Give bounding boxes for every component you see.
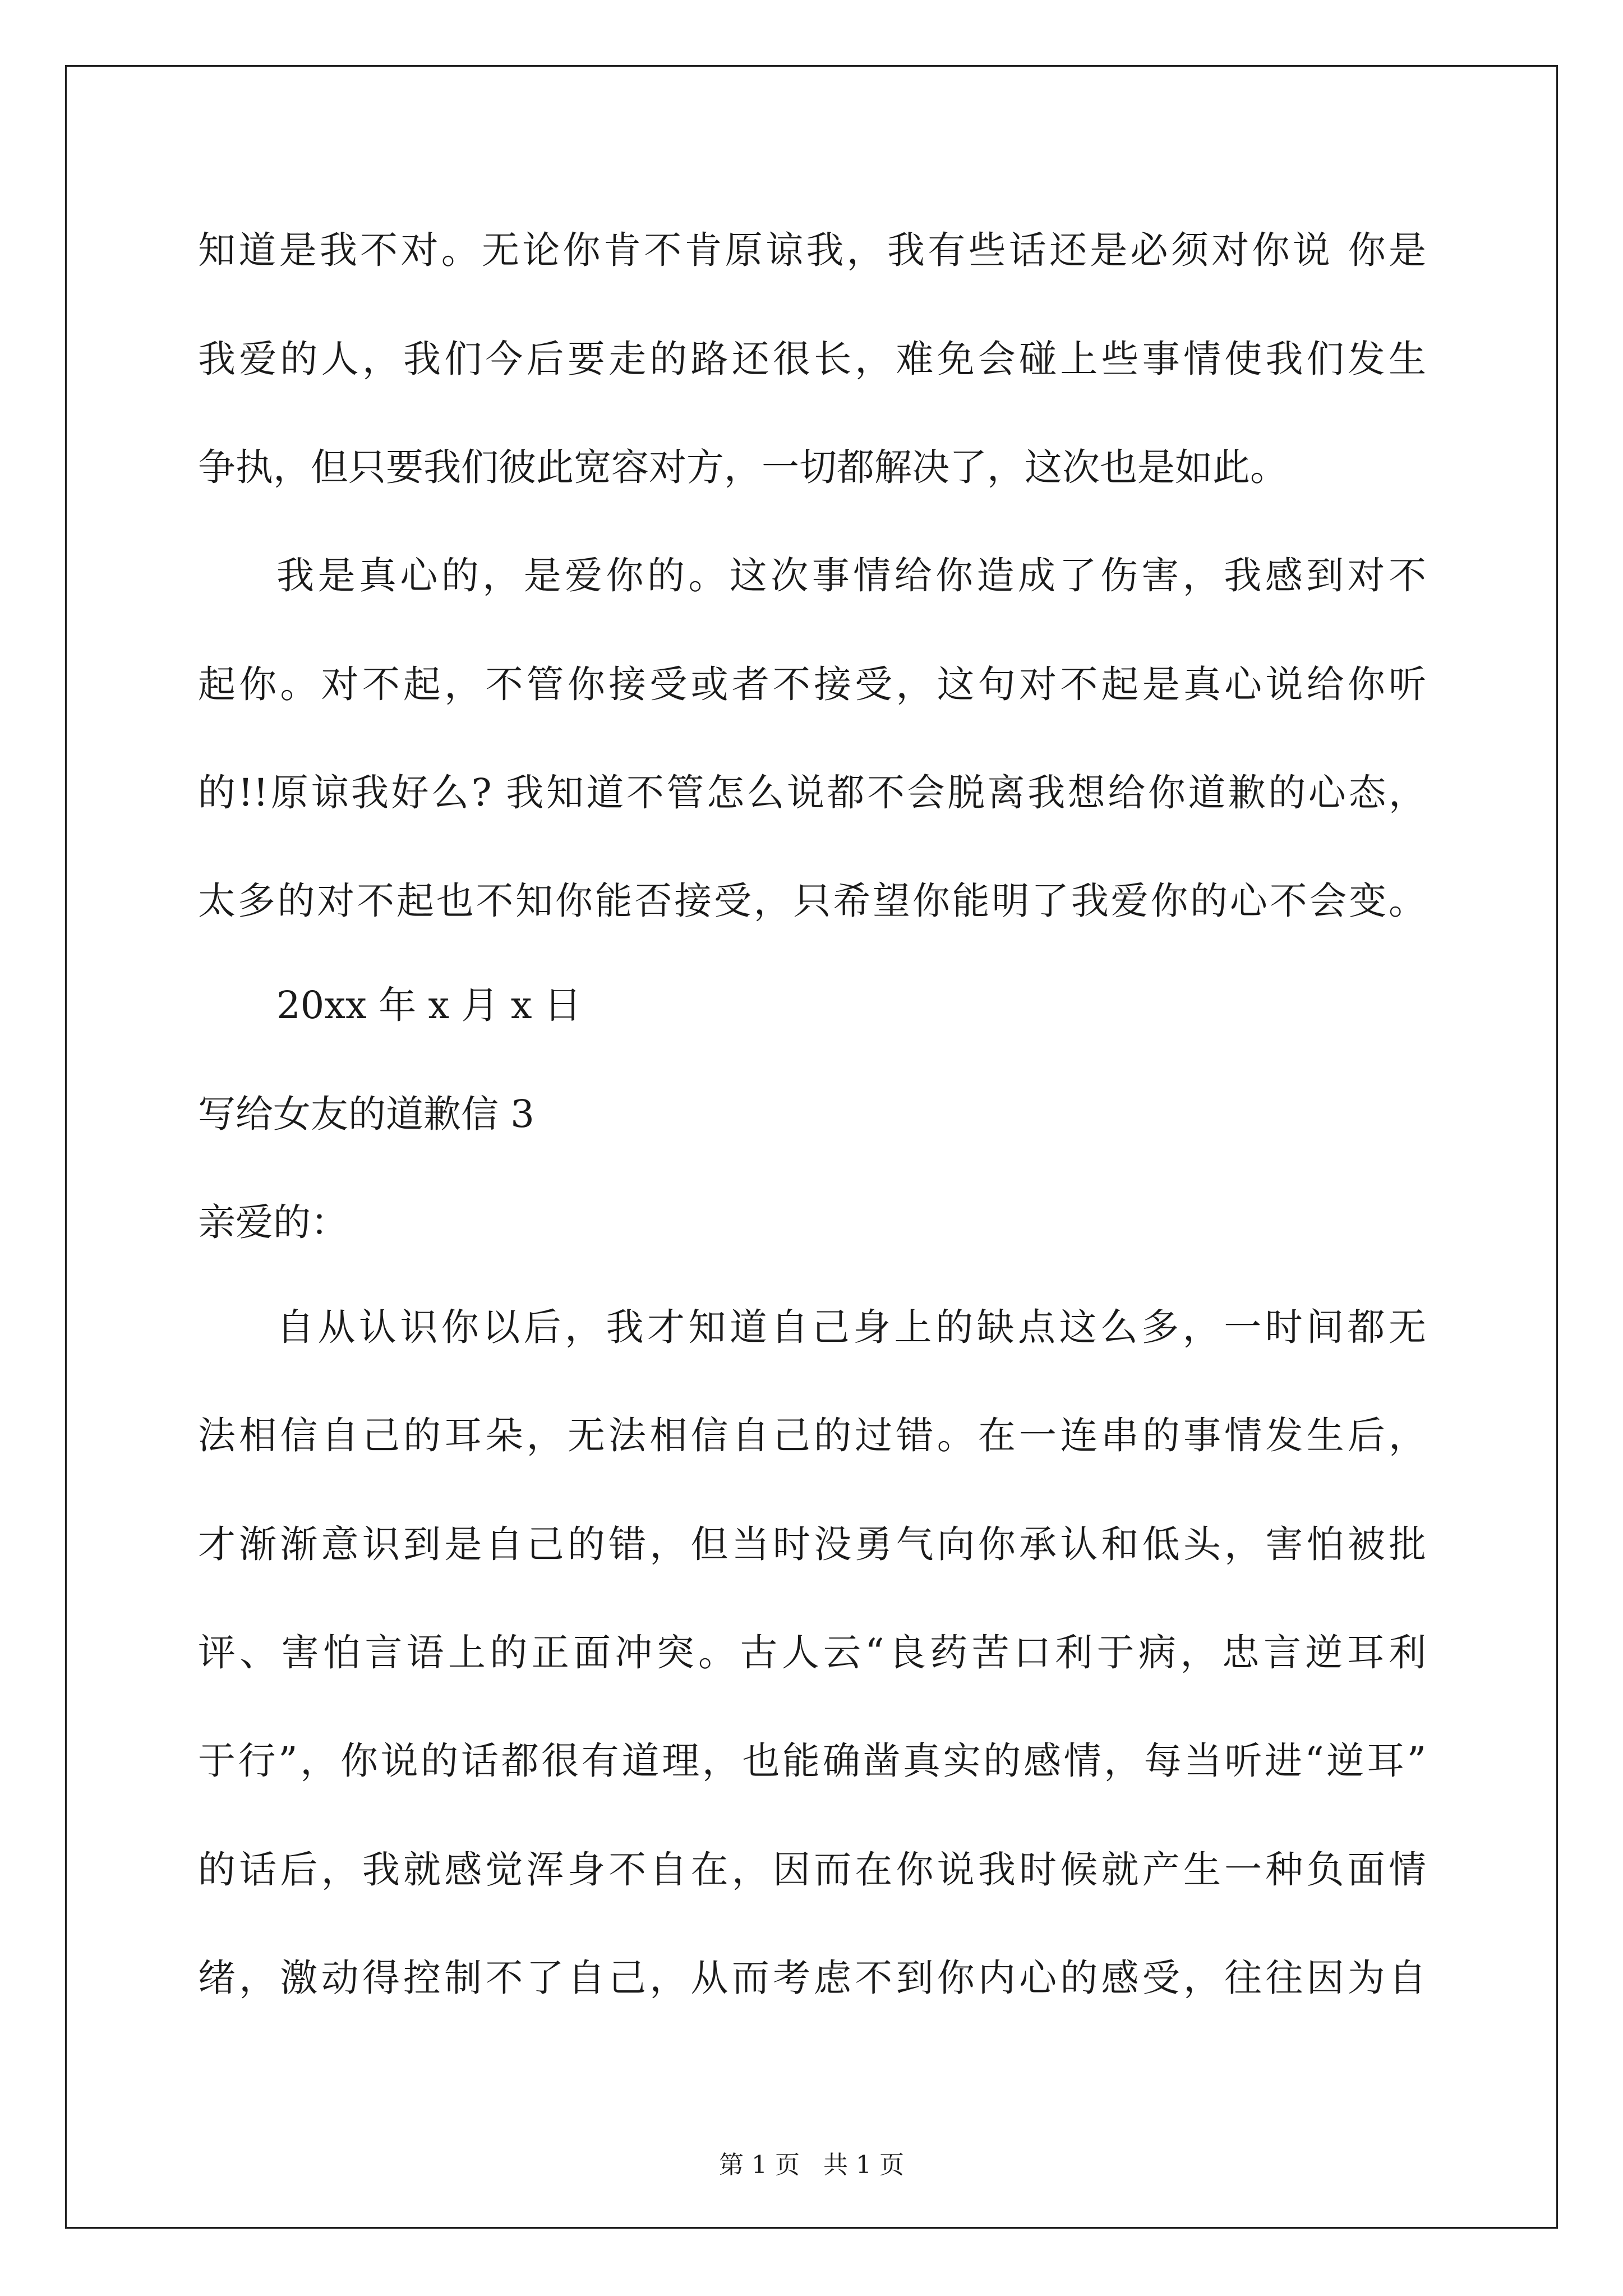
text-line: 起你。对不起，不管你接受或者不接受，这句对不起是真心说给你听 [198,662,1426,706]
salutation: 亲爱的： [198,1200,348,1244]
text-line: 自从认识你以后，我才知道自己身上的缺点这么多，一时间都无 [276,1305,1426,1349]
text-line: 评、害怕言语上的正面冲突。古人云“良药苦口利于病，忠言逆耳利 [198,1631,1426,1674]
date-line: 20xx 年 x 月 x 日 [276,983,582,1027]
text-line: 知道是我不对。无论你肯不肯原谅我，我有些话还是必须对你说 你是 [198,228,1426,272]
page-footer: 第 1 页 共 1 页 [719,2151,904,2179]
text-line: 太多的对不起也不知你能否接受，只希望你能明了我爱你的心不会变。 [198,879,1426,923]
page-border [65,65,1558,2229]
text-line: 我是真心的，是爱你的。这次事情给你造成了伤害，我感到对不 [276,554,1426,597]
text-line: 争执，但只要我们彼此宽容对方，一切都解决了，这次也是如此。 [198,445,1288,489]
text-line: 的!!原谅我好么? 我知道不管怎么说都不会脱离我想给你道歉的心态， [198,771,1426,815]
text-line: 才渐渐意识到是自己的错，但当时没勇气向你承认和低头，害怕被批 [198,1522,1426,1566]
letter-title: 写给女友的道歉信 3 [198,1092,534,1136]
text-line: 我爱的人，我们今后要走的路还很长，难免会碰上些事情使我们发生 [198,337,1426,381]
text-line: 绪，激动得控制不了自己，从而考虑不到你内心的感受，往往因为自 [198,1956,1426,2000]
text-line: 于行”，你说的话都很有道理，也能确凿真实的感情，每当听进“逆耳” [198,1739,1426,1783]
text-line: 的话后，我就感觉浑身不自在，因而在你说我时候就产生一种负面情 [198,1848,1426,1892]
text-line: 法相信自己的耳朵，无法相信自己的过错。在一连串的事情发生后， [198,1414,1426,1457]
